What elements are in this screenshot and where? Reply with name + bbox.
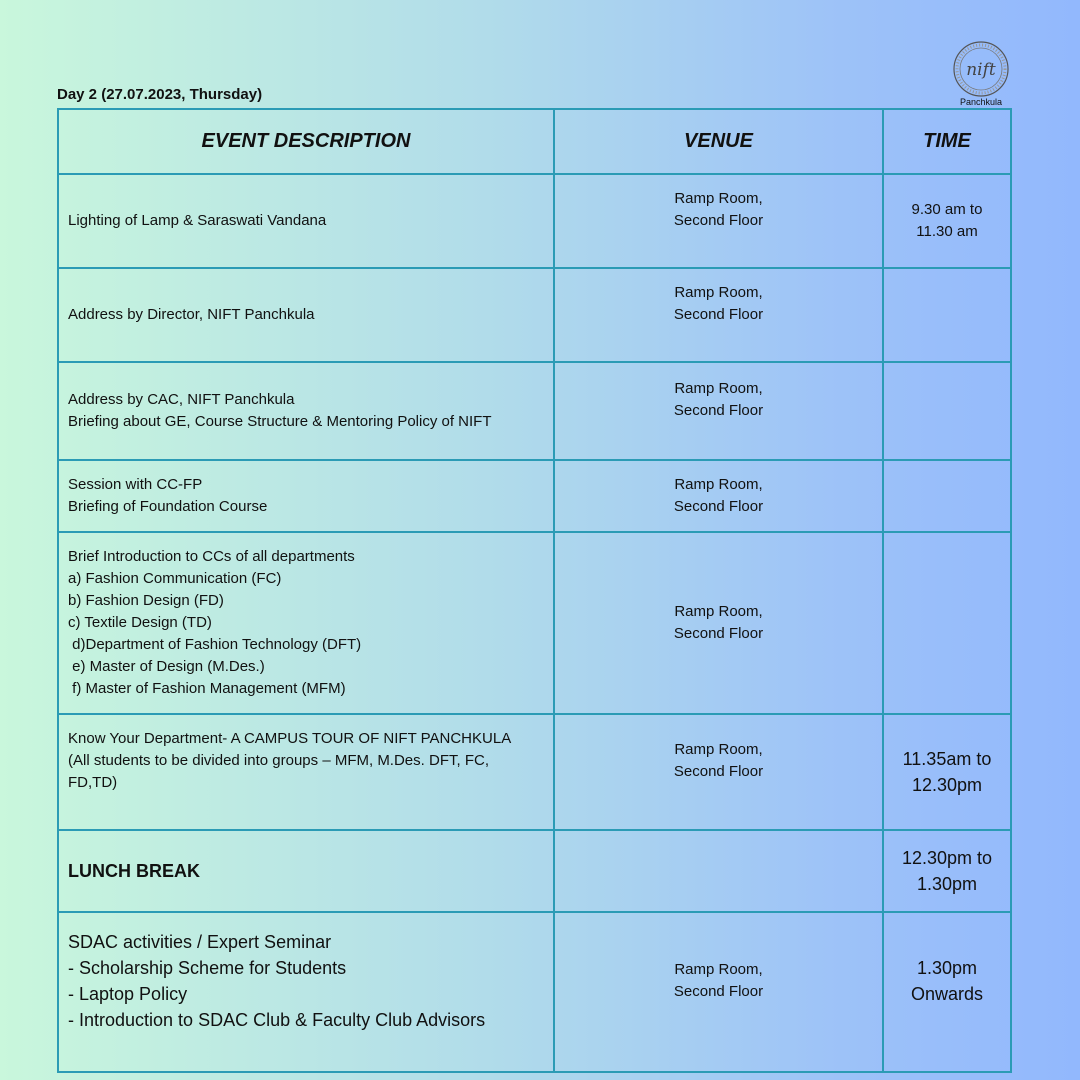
venue-line: Ramp Room,	[674, 476, 763, 493]
table-row	[58, 532, 1011, 714]
event-time	[883, 174, 1011, 268]
event-time	[883, 912, 1011, 1072]
event-description	[58, 362, 554, 460]
time-line: 1.30pm	[916, 874, 978, 894]
table-row	[58, 714, 1011, 830]
description-line: Brief Introduction to CCs of all departments	[68, 548, 355, 565]
table-row	[58, 460, 1011, 532]
venue-line: Ramp Room,	[674, 741, 763, 758]
event-description	[58, 830, 554, 912]
time-line: 9.30 am to	[911, 201, 983, 218]
lunch-break-label: LUNCH BREAK	[68, 861, 200, 881]
venue-line: Ramp Room,	[674, 603, 763, 620]
venue-line: Second Floor	[673, 306, 764, 323]
table-row	[58, 830, 1011, 912]
description-line: - Introduction to SDAC Club & Faculty Club Advisors	[68, 1010, 486, 1030]
event-venue	[554, 830, 883, 912]
event-description	[58, 460, 554, 532]
description-line: FD,TD)	[68, 774, 118, 791]
event-description	[58, 268, 554, 362]
day-heading: Day 2 (27.07.2023, Thursday)	[57, 86, 263, 103]
event-venue	[554, 174, 883, 268]
description-line: c) Textile Design (TD)	[68, 614, 212, 631]
time-line: 11.35am to	[902, 749, 992, 769]
venue-line: Ramp Room,	[674, 190, 763, 207]
description-line: Session with CC-FP	[68, 476, 203, 493]
nift-emblem-icon	[950, 40, 1012, 100]
time-line: 12.30pm	[911, 775, 983, 795]
schedule-table	[57, 108, 1012, 1073]
venue-line: Second Floor	[673, 212, 764, 229]
event-time	[883, 268, 1011, 362]
venue-line: Ramp Room,	[674, 284, 763, 301]
table-row	[58, 912, 1011, 1072]
event-venue	[554, 532, 883, 714]
table-row	[58, 362, 1011, 460]
event-time	[883, 362, 1011, 460]
event-time	[883, 830, 1011, 912]
description-line: - Scholarship Scheme for Students	[68, 958, 347, 978]
description-line: Address by Director, NIFT Panchkula	[68, 306, 315, 323]
event-description	[58, 714, 554, 830]
logo-city: Panchkula	[959, 97, 1003, 107]
event-venue	[554, 460, 883, 532]
table-header-row	[58, 109, 1011, 174]
description-line: d)Department of Fashion Technology (DFT)	[68, 636, 362, 653]
venue-line: Second Floor	[673, 763, 764, 780]
venue-line: Second Floor	[673, 498, 764, 515]
time-line: 11.30 am	[916, 223, 978, 240]
table-row	[58, 268, 1011, 362]
description-line: b) Fashion Design (FD)	[68, 592, 224, 609]
venue-line: Second Floor	[673, 625, 764, 642]
nift-logo	[950, 40, 1012, 108]
description-line: Lighting of Lamp & Saraswati Vandana	[68, 212, 327, 229]
header-event-description: EVENT DESCRIPTION	[58, 109, 554, 174]
event-description	[58, 174, 554, 268]
event-venue	[554, 912, 883, 1072]
event-time	[883, 714, 1011, 830]
event-time	[883, 532, 1011, 714]
venue-line: Ramp Room,	[674, 961, 763, 978]
description-line: Briefing of Foundation Course	[68, 498, 268, 515]
description-line: a) Fashion Communication (FC)	[68, 570, 282, 587]
nift-wordmark: nift	[966, 60, 996, 80]
event-venue	[554, 362, 883, 460]
event-venue	[554, 268, 883, 362]
description-line: Know Your Department- A CAMPUS TOUR OF NIFT PANCHKULA	[68, 730, 512, 747]
description-line: e) Master of Design (M.Des.)	[68, 658, 265, 675]
time-line: 12.30pm to	[901, 848, 993, 868]
time-line: 1.30pm	[916, 958, 978, 978]
time-line: Onwards	[910, 984, 984, 1004]
description-line: SDAC activities / Expert Seminar	[68, 932, 332, 952]
header-venue: VENUE	[554, 109, 883, 174]
table-row	[58, 174, 1011, 268]
event-description	[58, 912, 554, 1072]
description-line: - Laptop Policy	[68, 984, 188, 1004]
event-time	[883, 460, 1011, 532]
description-line: Briefing about GE, Course Structure & Mentoring Policy of NIFT	[68, 413, 492, 430]
venue-line: Second Floor	[673, 983, 764, 1000]
description-line: f) Master of Fashion Management (MFM)	[68, 680, 346, 697]
event-venue	[554, 714, 883, 830]
header-time: TIME	[883, 109, 1011, 174]
event-description	[58, 532, 554, 714]
description-line: (All students to be divided into groups – MFM, M.Des. DFT, FC,	[68, 752, 489, 769]
venue-line: Ramp Room,	[674, 380, 763, 397]
venue-line: Second Floor	[673, 402, 764, 419]
description-line: Address by CAC, NIFT Panchkula	[68, 391, 295, 408]
